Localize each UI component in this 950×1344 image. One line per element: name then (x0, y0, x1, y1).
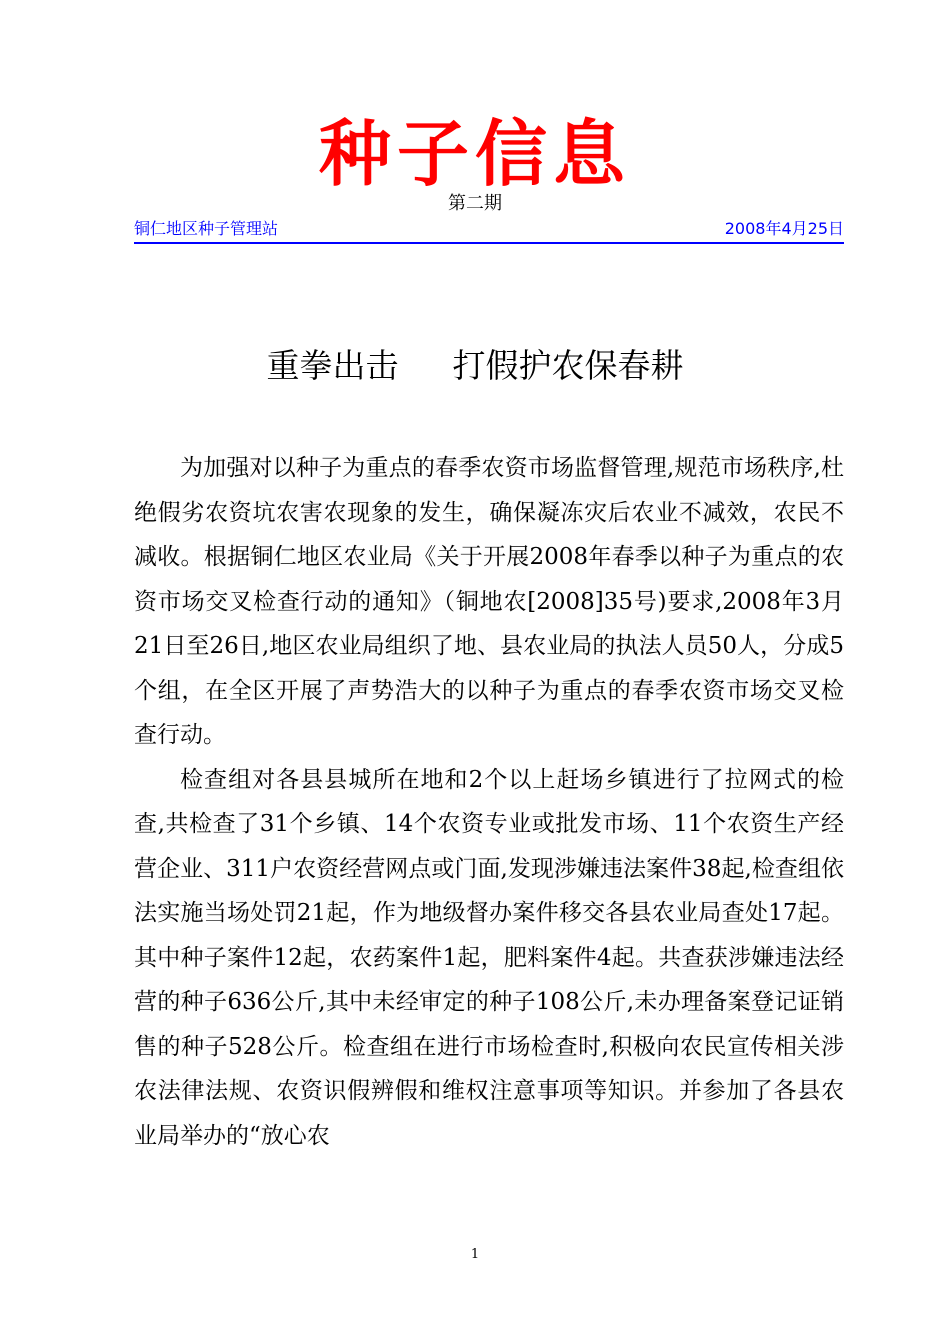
page-number: 1 (470, 1247, 480, 1262)
headline-part-1: 重拳出击 (266, 346, 399, 385)
publish-date: 2008年4月25日 (724, 219, 844, 238)
paragraph: 为加强对以种子为重点的春季农资市场监督管理,规范市场秩序,杜绝假劣农资坑农害农现象的发生，确保凝冻灾后农业不减效，农民不减收。根据铜仁地区农业局《关于开展2008年春季以种子为重点的农资市场交叉检查行动的通知》（铜地农[2008]35号)要求,2008年3月21日至26日,地区农业局组织了地、县农业局的执法人员50人，分成5个组，在全区开展了声势浩大的以种子为重点的春季农资市场交叉检查行动。 (134, 455, 844, 748)
article-body (134, 446, 844, 1158)
article-headline (0, 342, 950, 390)
info-line (134, 218, 844, 244)
paragraph: 检查组对各县县城所在地和2个以上赶场乡镇进行了拉网式的检查,共检查了31个乡镇、14个农资专业或批发市场、11个农资生产经营企业、311户农资经营网点或门面,发现涉嫌违法案件38起,检查组依法实施当场处罚21起，作为地级督办案件移交各县农业局查处17起。其中种子案件12起，农药案件1起，肥料案件4起。共查获涉嫌违法经营的种子636公斤,其中未经审定的种子108公斤,未办理备案登记证销售的种子528公斤。检查组在进行市场检查时,积极向农民宣传相关涉农法律法规、农资识假辨假和维权注意事项等知识。并参加了各县农业局举办的“放心农 (134, 766, 844, 1149)
headline-part-2: 打假护农保春耕 (452, 346, 684, 385)
masthead-title: 种子信息 (318, 112, 631, 196)
issue-number: 第二期 (448, 193, 502, 214)
organization-name: 铜仁地区种子管理站 (134, 219, 279, 238)
